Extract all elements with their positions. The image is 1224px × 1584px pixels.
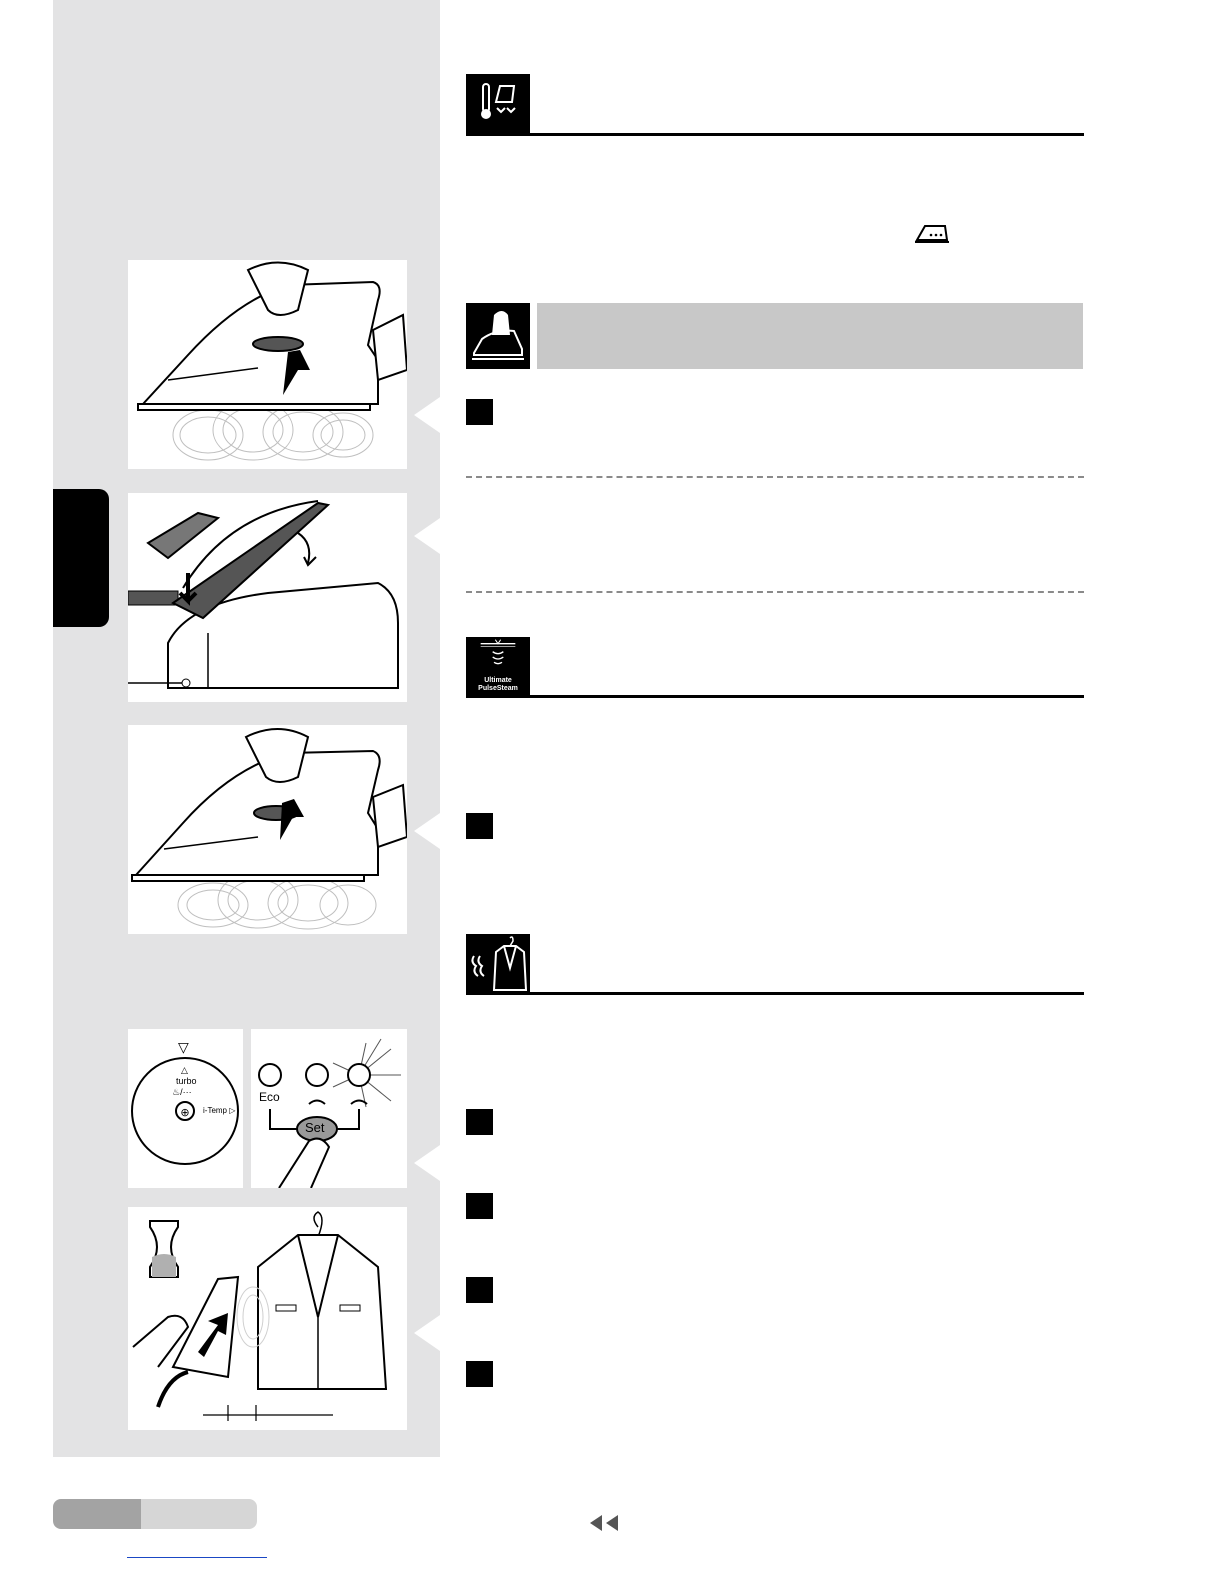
pointer-arrow xyxy=(414,1145,440,1181)
dashed-divider xyxy=(466,476,1084,478)
iron-dots-icon xyxy=(915,222,949,244)
section-rule xyxy=(466,695,1084,698)
step-marker xyxy=(466,399,493,425)
page-label-pill xyxy=(141,1499,257,1529)
steam-burst-illustration xyxy=(128,260,407,469)
pointer-arrow xyxy=(414,518,440,554)
svg-text:⊕: ⊕ xyxy=(180,1106,190,1119)
eco-label: Eco xyxy=(259,1090,280,1104)
step-marker xyxy=(466,1109,493,1135)
control-panel-illustration xyxy=(251,1029,407,1188)
step-marker xyxy=(466,1361,493,1387)
temperature-steam-icon xyxy=(466,74,530,136)
hand-iron-icon xyxy=(466,303,530,369)
dial-steam-label: ♨/··· xyxy=(172,1087,192,1097)
section-banner xyxy=(537,303,1083,369)
footer-link-underline[interactable] xyxy=(127,1557,267,1558)
pointer-arrow xyxy=(414,813,440,849)
section-rule xyxy=(466,992,1084,995)
step-marker xyxy=(466,813,493,839)
iron-base-illustration xyxy=(128,493,407,702)
back-arrows-icon[interactable] xyxy=(588,1512,622,1534)
pointer-arrow xyxy=(414,1315,440,1351)
ultimate-label: Ultimate xyxy=(484,677,512,684)
section-rule xyxy=(466,133,1084,136)
ultimate-pulsesteam-icon xyxy=(466,637,530,697)
dashed-divider xyxy=(466,591,1084,593)
dial-mark: △ xyxy=(181,1065,188,1075)
vertical-steam-icon xyxy=(466,934,530,994)
pulsesteam-label: PulseSteam xyxy=(478,685,518,692)
pointer-arrow xyxy=(414,397,440,433)
temperature-dial-illustration xyxy=(128,1029,243,1188)
steam-burst-illustration-2 xyxy=(128,725,407,934)
dial-pointer-icon: ▽ xyxy=(178,1039,189,1055)
page-number-pill xyxy=(53,1499,141,1529)
dial-turbo-label: turbo xyxy=(176,1076,197,1086)
dial-itemp-label: i-Temp ▷ xyxy=(203,1106,236,1115)
language-tab xyxy=(53,489,109,627)
step-marker xyxy=(466,1193,493,1219)
vertical-steam-illustration xyxy=(128,1207,407,1430)
step-marker xyxy=(466,1277,493,1303)
set-button-label: Set xyxy=(305,1120,325,1135)
